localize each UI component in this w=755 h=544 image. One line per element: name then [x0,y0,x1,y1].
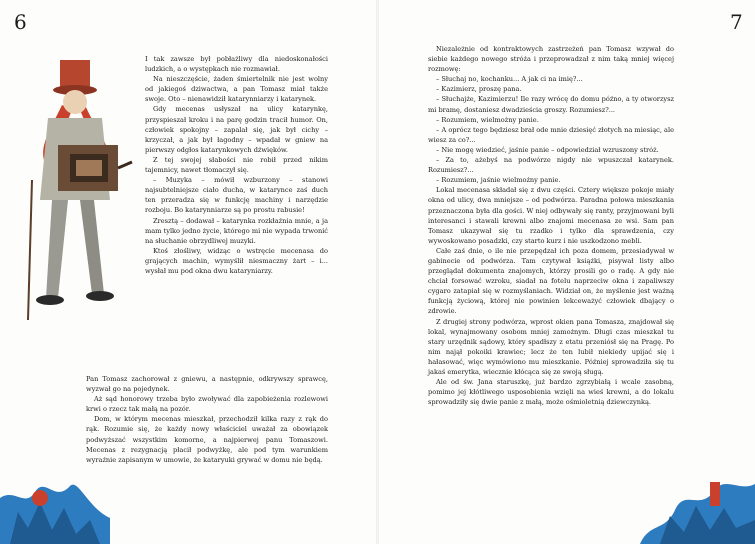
bottom-right-decoration [640,462,755,544]
paragraph: – Rozumiem, jaśnie wielmożny panie. [436,176,561,185]
paragraph: – Rozumiem, wielmożny panie. [436,115,539,124]
paragraph: – Słuchaj no, kochanku... A jak ci na imię?... [436,75,583,84]
paragraph: I tak zawsze był pobłażliwy dla niedoskonałości ludzkich, a o występkach nie rozmawiał. [145,55,328,74]
paragraph: Dom, w którym mecenas mieszkał, przechodził kilka razy z rąk do rąk. Rozumie się, że każdy nowy właściciel uważał za obowiązek podwyższać wszystkim komorne, a najpierwej panu Tomaszowi. Mecenas z rezygnacją płacił podwyżkę, ale pod tym warunkiem wyraźnie zapisanym w umowie, że kataryuki grywać w domu nie będą. [86,415,328,464]
paragraph: Na nieszczęście, żaden śmiertelnik nie jest wolny od jakiegoś dziwactwa, a pan Tomasz miał także swoje. Oto – nienawidził katarynniarzy i katarynek. [145,75,328,104]
paragraph: Z tej swojej słabości nie robił przed nikim tajemnicy, nawet tłomaczył się. [145,155,328,175]
paragraph: Zresztą – dodawał – katarynka rozkłaźnia mnie, a ja mam tylko jedno życie, którego mi nie wypada trwonić na słuchanie obrzydliwej muzyki. [145,216,328,245]
paragraph: Niezależnie od kontraktowych zastrzeżeń pan Tomasz wzywał do siebie każdego nowego stróża i przeprowadzał z nim taką mniej więcej rozmowę: [428,45,674,74]
paragraph: Ktoś złośliwy, widząc o wstręcie mecenasa do grających machin, wymyślił niesmaczny żart – i... wysłał mu pod okna dwu kataryniarzy. [145,246,328,275]
right-page-number: 7 [730,10,743,34]
left-page-number: 6 [14,10,27,34]
paragraph: – Muzyka – mówił wzburzony – stanowi najsubtelniejsze ciało ducha, w katarynce zaś duch ten przeradza się w funkcję machiny i narzędzie rozboju. Bo katarynniarze są po prostu rabusie! [145,176,328,215]
bottom-left-decoration [0,468,110,544]
left-text-top [145,54,328,276]
paragraph: Całe zaś dnie, o ile nie przepędzał ich poza domem, przesiadywał w gabinecie od podwórza. Tam czytywał książki, pisywał listy albo przeglądał dokumenta znajomych, którzy prosili go o radę. A gdy nie chciał forsować wzroku, siadał na fotelu naprzeciw okna i zapaliwszy cygaro zatapiał się w rozmyślaniach. Widział on, że myślenie jest ważną funkcją życiową, której nie powinien lekceważyć człowiek dbający o zdrowie. [428,246,674,316]
paragraph: Pan Tomasz zachorował z gniewu, a następnie, odkrywszy sprawcę, wyzwał go na pojedynek. [86,375,328,394]
paragraph: Lokal mecenasa składał się z dwu części. Cztery większe pokoje miały okna od ulicy, dwa mniejsze – od podwórza. Paradna połowa mieszkania przeznaczona była dla gości. W niej odbywały się ranty, przyjmowani byli interesanci i stawali krewni albo znajomi mecenasa ze wsi. Sam pan Tomasz ukazywał się tu rzadko i tylko dla sprawdzenia, czy wywoskowano posadzki, czy starto kurz i nie uszkodzono mebli. [428,186,674,245]
organ-grinder-illustration [10,50,150,350]
paragraph: – Za to, ażebyś na podwórze nigdy nie wpuszczał katarynek. Rozumiesz?... [428,156,674,175]
paragraph: – Słuchajże, Kazimierzu! Ile razy wrócę do domu późno, a ty otworzysz mi bramę, dostaniesz dwadzieścia groszy. Rozumiesz?... [428,95,674,114]
left-text-bottom [86,374,328,465]
paragraph: – Nie mogę wiedzieć, jaśnie panie – odpowiedział wzruszony stróż. [436,145,659,154]
paragraph: Ale od św. Jana staruszkę, już bardzo zgrzybiałą i wcale zasobną, pomimo jej kłótliwego usposobienia wzięli na wieś krewni, a do lokalu sprowadziły się dwie panie z małą, może ośmioletnią dziewczynką. [428,378,674,407]
paragraph: Gdy mecenas usłyszał na ulicy katarynkę, przyspieszał kroku i na parę godzin tracił humor. On, człowiek spokojny – zapalał się, jak był cichy – krzyczał, a jak był łagodny – wpadał w gniew na pierwszy odgłos katarynkowych dźwięków. [145,105,328,154]
paragraph: – Kazimierz, proszę pana. [436,85,522,94]
page-gutter [376,0,379,544]
paragraph: Aż sąd honorowy trzeba było zwoływać dla zapobieżenia rozlewowi krwi o rzecz tak małą na pozór. [86,395,328,414]
paragraph: Z drugiej strony podwórza, wprost okien pana Tomasza, znajdował się lokal, wynajmowany osobom mniej zamożnym. Długi czas mieszkał tu stary urzędnik sądowy, który spadłszy z etatu przeniósł się na Pragę. Po nim najął pokoiki krawiec; lecz że ten lubił niekiedy upijać się i hałasować, więc wymówiono mu mieszkanie. Później sprowadziła się tu jakaś emerytka, wiecznie kłócąca się ze swoją sługą. [428,317,674,376]
right-text [428,44,674,407]
paragraph: – A oprócz tego będziesz brał ode mnie dziesięć złotych na miesiąc, ale wiesz za co?... [428,125,674,144]
